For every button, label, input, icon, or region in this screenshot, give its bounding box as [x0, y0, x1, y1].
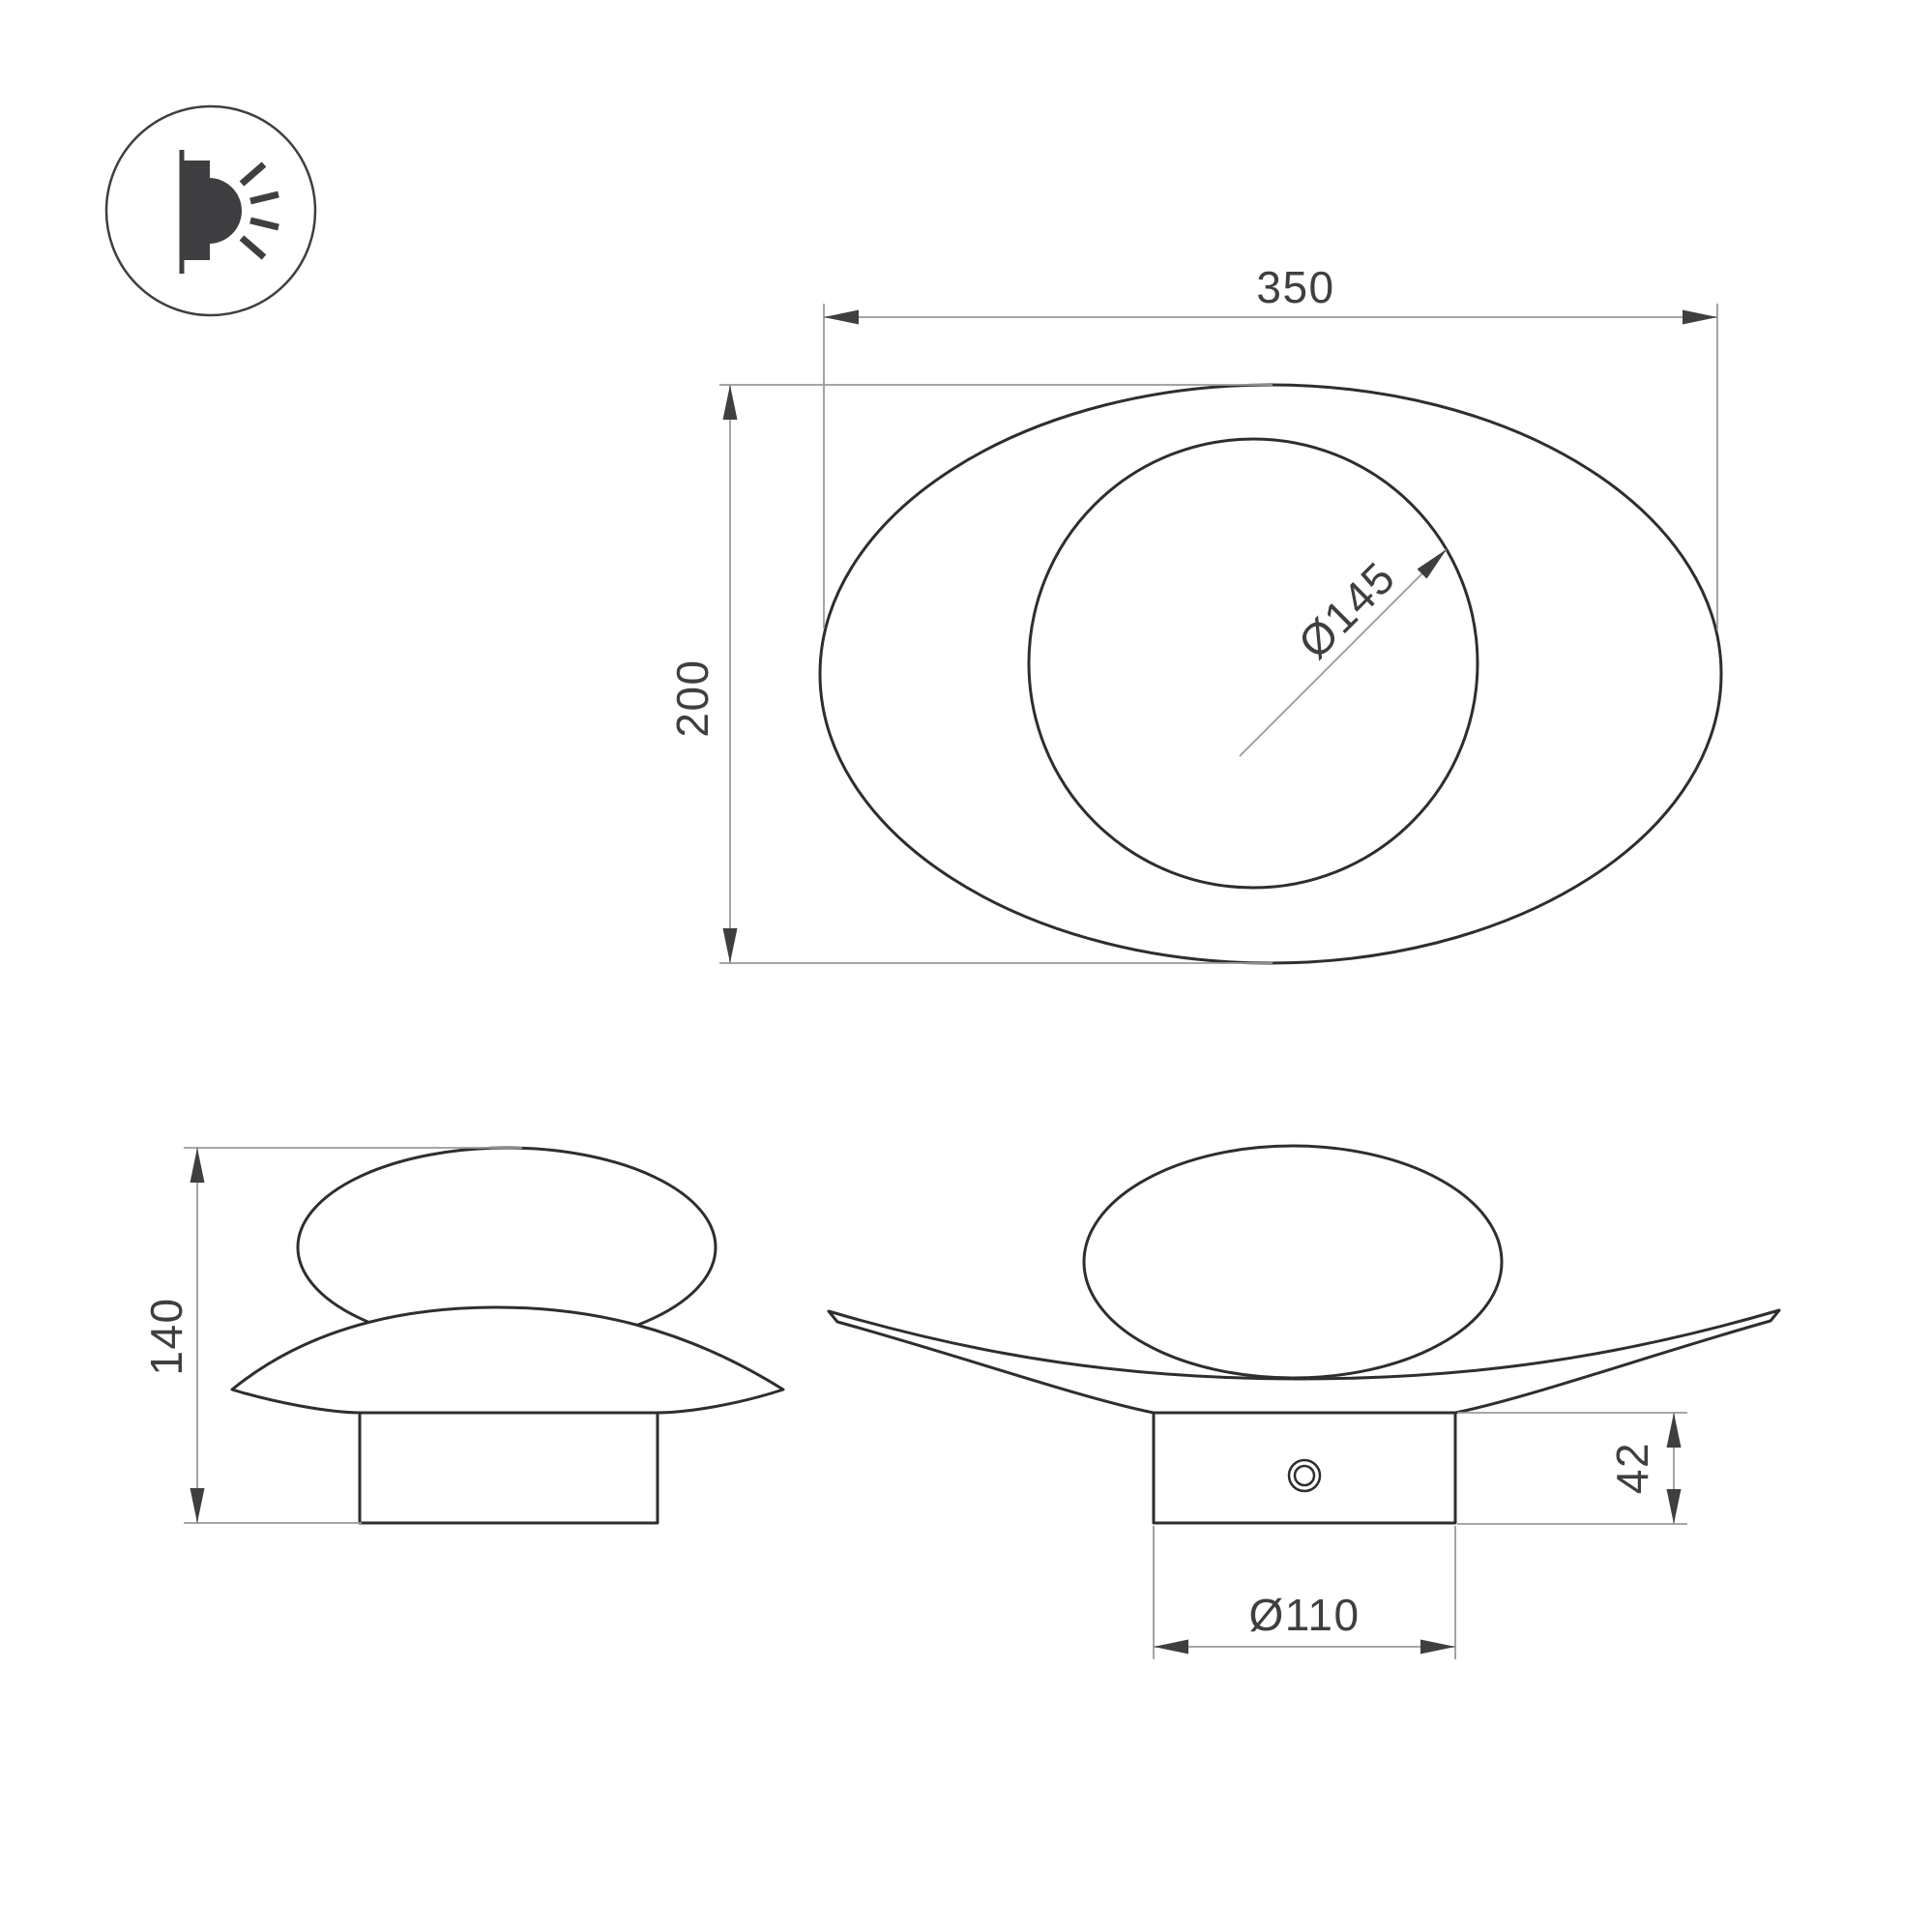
arrow-down-icon [190, 1488, 205, 1523]
reflector-outline [820, 385, 1721, 963]
lamp-body-icon [184, 161, 210, 260]
diffuser-sphere-outline [1084, 1146, 1502, 1378]
arrow-left-icon [1154, 1640, 1188, 1654]
arrow-up-icon [1667, 1413, 1682, 1448]
arrow-right-icon [1420, 1640, 1455, 1654]
dim-label-top-width: 350 [1256, 262, 1335, 312]
dimension-base-height [1457, 1413, 1687, 1524]
arrow-right-icon [1683, 310, 1717, 325]
reflector-dish-outline [232, 1307, 783, 1413]
arrow-down-icon [1667, 1489, 1682, 1524]
dim-label-base-diameter: Ø110 [1248, 1590, 1361, 1640]
lamp-diffuser-icon [209, 178, 242, 244]
mount-base-outline [360, 1413, 658, 1523]
arrow-up-icon [723, 385, 738, 420]
arrow-down-icon [723, 928, 738, 963]
mount-base-outline [1154, 1413, 1455, 1523]
dim-label-top-height: 200 [667, 659, 717, 738]
dim-label-base-height: 42 [1607, 1441, 1657, 1495]
mount-type-icon [106, 106, 315, 315]
top-view [667, 262, 1721, 963]
front-view [829, 1146, 1779, 1659]
dim-label-side-height: 140 [141, 1297, 191, 1376]
side-view [141, 1148, 783, 1523]
dimension-base-diameter [1154, 1526, 1455, 1659]
dim-label-lens-diameter: Ø145 [1288, 551, 1405, 668]
light-rays-icon [242, 164, 278, 257]
arrow-up-icon [190, 1148, 205, 1183]
arrow-left-icon [824, 310, 859, 325]
